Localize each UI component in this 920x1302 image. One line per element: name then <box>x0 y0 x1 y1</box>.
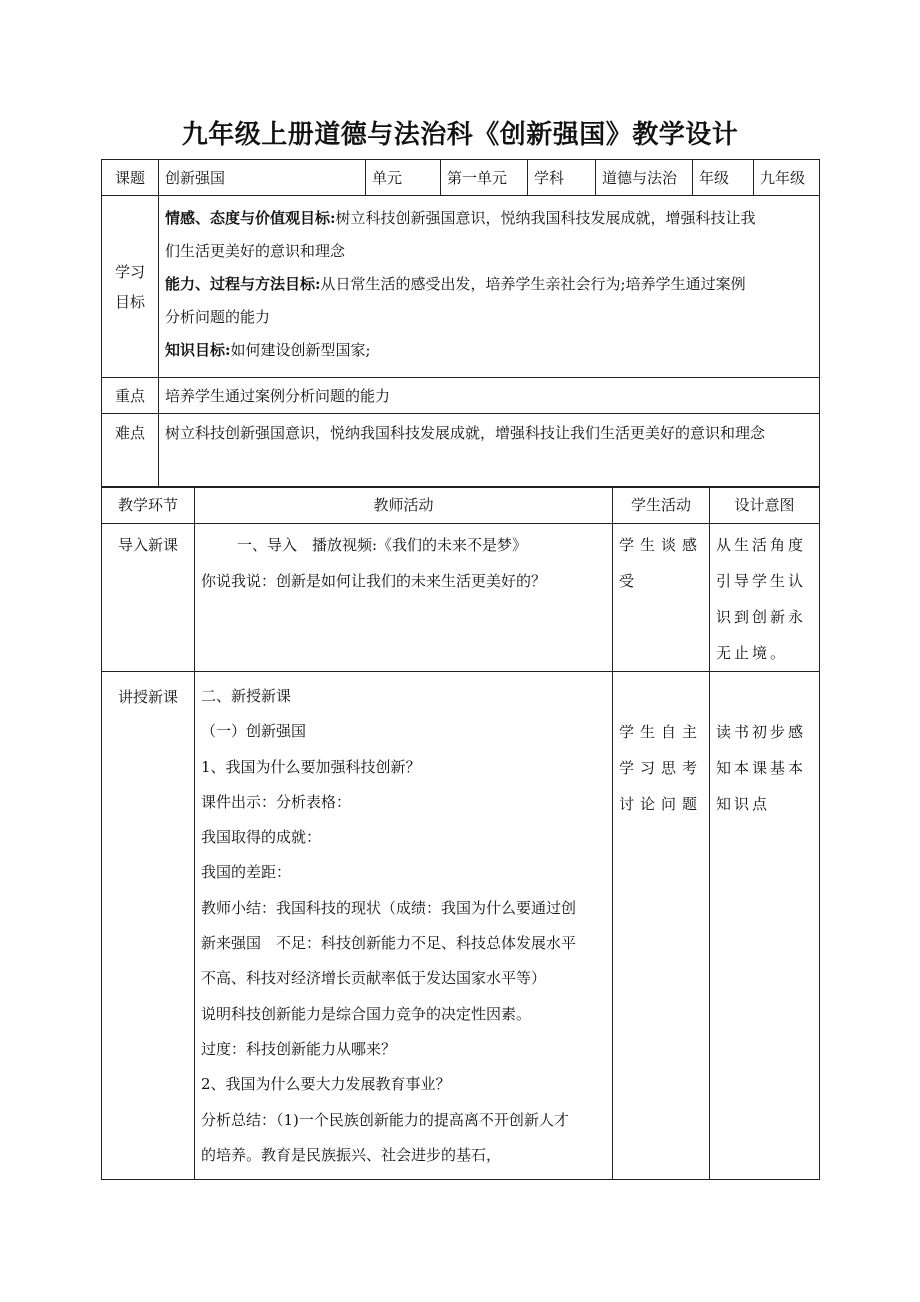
student-line: 学习思考 <box>619 759 704 777</box>
header-teacher: 教师活动 <box>195 487 613 524</box>
teacher-line: 课件出示：分析表格： <box>201 792 352 811</box>
grade-value: 九年级 <box>754 160 820 196</box>
teacher-line: （一）创新强国 <box>201 722 307 741</box>
teacher-line: 我国取得的成就： <box>201 828 322 847</box>
process-table <box>101 486 820 1180</box>
teacher-line: 教师小结：我国科技的现状（成绩：我国为什么要通过创 <box>201 898 577 917</box>
key-point-label: 重点 <box>102 378 159 414</box>
teacher-teaching <box>195 672 613 1180</box>
student-line: 学生谈感 <box>619 536 704 554</box>
student-line: 学生自主 <box>619 723 704 741</box>
intent-intro <box>710 524 820 672</box>
student-line: 受 <box>619 572 641 590</box>
intent-teaching <box>710 672 820 1180</box>
subject-label: 学科 <box>528 160 596 196</box>
teacher-line: 我国的差距： <box>201 863 292 882</box>
teacher-line: 1、我国为什么要加强科技创新？ <box>201 757 421 776</box>
course-value: 创新强国 <box>159 160 366 196</box>
key-point-value: 培养学生通过案例分析问题的能力 <box>159 378 820 414</box>
header-student: 学生活动 <box>613 487 710 524</box>
subject-value: 道德与法治 <box>596 160 693 196</box>
difficulty-label: 难点 <box>102 414 159 488</box>
intent-line: 读书初步感 <box>716 723 807 741</box>
teacher-line: 二、新授新课 <box>201 687 292 705</box>
header-intent: 设计意图 <box>710 487 820 524</box>
objective-text: 如何建设创新型国家; <box>230 341 371 359</box>
intent-line: 引导学生认 <box>716 572 807 590</box>
teacher-line: 一、导入 播放视频:《我们的未来不是梦》 <box>237 536 528 554</box>
teacher-line: 你说我说：创新是如何让我们的未来生活更美好的？ <box>201 572 547 590</box>
objective-heading: 知识目标: <box>165 341 231 359</box>
objectives-label-line2: 目标 <box>114 292 145 311</box>
intent-line: 从生活角度 <box>716 536 807 554</box>
student-teaching <box>613 672 710 1180</box>
intent-line: 识到创新永 <box>716 608 807 626</box>
objective-text-cont: 分析问题的能力 <box>165 308 271 326</box>
page-title: 九年级上册道德与法治科《创新强国》教学设计 <box>181 120 739 150</box>
header-stage: 教学环节 <box>102 487 195 524</box>
grade-label: 年级 <box>693 160 754 196</box>
teacher-line: 2、我国为什么要大力发展教育事业？ <box>201 1075 451 1094</box>
difficulty-value: 树立科技创新强国意识，悦纳我国科技发展成就，增强科技让我们生活更美好的意识和理念 <box>159 414 820 488</box>
objective-heading: 情感、态度与价值观目标: <box>165 209 336 227</box>
intent-line: 无止境。 <box>716 644 789 662</box>
teacher-intro <box>195 524 613 672</box>
unit-value: 第一单元 <box>441 160 528 196</box>
objectives-label <box>102 196 159 378</box>
student-line: 讨论问题 <box>619 795 704 813</box>
teacher-line: 分析总结：（1)一个民族创新能力的提高离不开创新人才 <box>201 1110 569 1129</box>
intent-line: 知识点 <box>716 795 771 813</box>
course-label: 课题 <box>102 160 159 196</box>
info-table <box>101 159 820 488</box>
unit-label: 单元 <box>366 160 441 196</box>
teacher-line: 新来强国 不足：科技创新能力不足、科技总体发展水平 <box>201 934 577 953</box>
teacher-line: 过度：科技创新能力从哪来？ <box>201 1039 397 1058</box>
objective-heading: 能力、过程与方法目标: <box>165 275 321 293</box>
objective-text: 从日常生活的感受出发，培养学生亲社会行为;培养学生通过案例 <box>320 275 746 293</box>
stage-teaching: 讲授新课 <box>102 672 195 1180</box>
objective-text: 树立科技创新强国意识，悦纳我国科技发展成就，增强科技让我 <box>335 209 756 227</box>
intent-line: 知本课基本 <box>716 759 807 777</box>
teacher-line: 说明科技创新能力是综合国力竞争的决定性因素。 <box>201 1004 532 1023</box>
stage-intro: 导入新课 <box>102 524 195 672</box>
teacher-line: 的培养。教育是民族振兴、社会进步的基石， <box>201 1145 502 1164</box>
student-intro <box>613 524 710 672</box>
objective-text-cont: 们生活更美好的意识和理念 <box>165 242 346 260</box>
teacher-line: 不高、科技对经济增长贡献率低于发达国家水平等） <box>201 969 547 988</box>
objectives-content <box>159 196 820 378</box>
objectives-label-line1: 学习 <box>114 262 145 281</box>
